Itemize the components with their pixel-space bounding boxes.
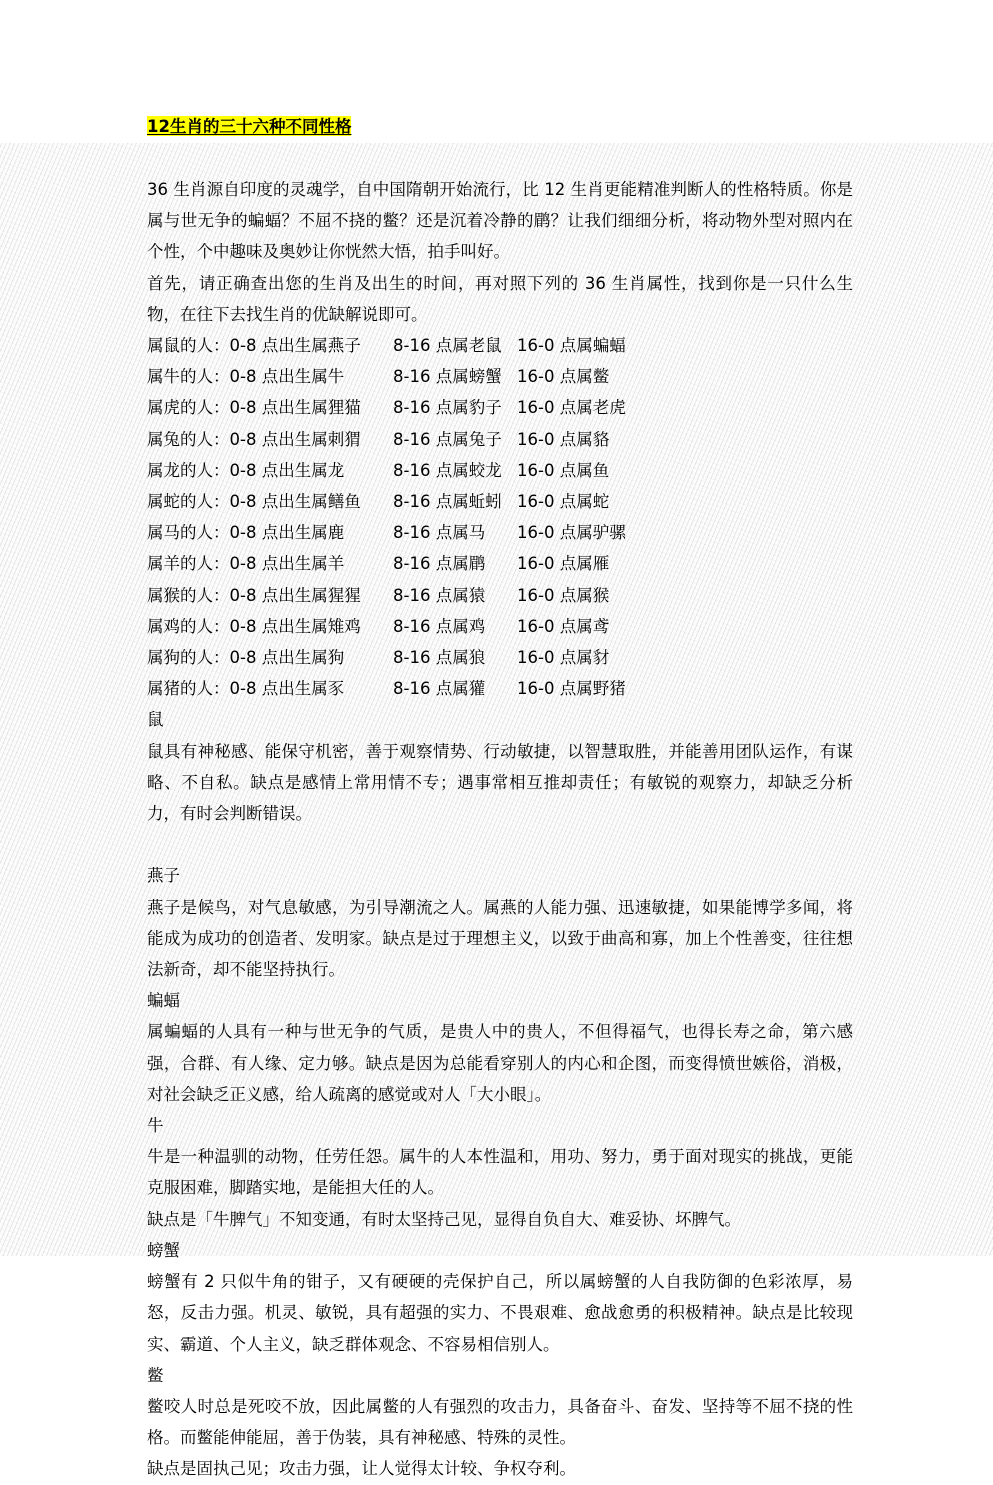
section-paragraph: 燕子是候鸟，对气息敏感，为引导潮流之人。属燕的人能力强、迅速敏捷，如果能博学多闻，将能成为成功的创造者、发明家。缺点是过于理想主义，以致于曲高和寡，加上个性善变，往往想法新奇，却不能坚持执行。 bbox=[147, 897, 853, 980]
table-row bbox=[147, 642, 626, 673]
zodiac-cell-mid: 8-16 点属猿 bbox=[393, 585, 486, 605]
zodiac-cell-mid: 8-16 点属螃蟹 bbox=[393, 367, 502, 387]
table-row bbox=[147, 548, 626, 579]
zodiac-cell-sign: 属猪的人：0-8 点出生属豕 bbox=[147, 679, 345, 699]
page-title-text: 生肖的三十六种不同性格 bbox=[169, 117, 352, 136]
section-heading: 牛 bbox=[147, 1116, 164, 1136]
zodiac-cell-mid: 8-16 点属蛟龙 bbox=[393, 460, 502, 480]
zodiac-cell-sign: 属虎的人：0-8 点出生属狸猫 bbox=[147, 398, 361, 418]
blank-line bbox=[147, 829, 853, 860]
table-row bbox=[147, 517, 626, 548]
page-title bbox=[147, 114, 351, 140]
table-row bbox=[147, 361, 626, 392]
zodiac-cell-late: 16-0 点属鳖 bbox=[517, 367, 610, 387]
table-row bbox=[147, 611, 626, 642]
zodiac-cell-late: 16-0 点属豺 bbox=[517, 648, 610, 668]
zodiac-cell-sign: 属蛇的人：0-8 点出生属鳝鱼 bbox=[147, 492, 361, 512]
zodiac-cell-late: 16-0 点属貉 bbox=[517, 429, 610, 449]
section-paragraph: 牛是一种温驯的动物，任劳任怨。属牛的人本性温和，用功、努力，勇于面对现实的挑战，更能克服困难，脚踏实地，是能担大任的人。 bbox=[147, 1147, 853, 1198]
table-row bbox=[147, 424, 626, 455]
zodiac-cell-late: 16-0 点属驴骡 bbox=[517, 523, 626, 543]
zodiac-cell-sign: 属狗的人：0-8 点出生属狗 bbox=[147, 648, 345, 668]
section-heading: 螃蟹 bbox=[147, 1240, 180, 1260]
table-row bbox=[147, 580, 626, 611]
zodiac-cell-late: 16-0 点属蛇 bbox=[517, 492, 610, 512]
zodiac-cell-mid: 8-16 点属豹子 bbox=[393, 398, 502, 418]
section-paragraph: 螃蟹有 2 只似牛角的钳子，又有硬硬的壳保护自己，所以属螃蟹的人自我防御的色彩浓厚，易怒，反击力强。机灵、敏锐，具有超强的实力、不畏艰难、愈战愈勇的积极精神。缺点是比较现实、霸道、个人主义，缺乏群体观念、不容易相信别人。 bbox=[147, 1272, 853, 1354]
section-heading: 鳖 bbox=[147, 1365, 164, 1385]
table-row bbox=[147, 455, 626, 486]
section-paragraph: 缺点是固执己见；攻击力强，让人觉得太计较、争权夺利。 bbox=[147, 1459, 576, 1479]
zodiac-cell-late: 16-0 点属老虎 bbox=[517, 398, 626, 418]
table-row bbox=[147, 392, 626, 423]
zodiac-cell-late: 16-0 点属野猪 bbox=[517, 679, 626, 699]
section-paragraph: 缺点是「牛脾气」不知变通，有时太坚持己见，显得自负自大、难妥协、坏脾气。 bbox=[147, 1209, 741, 1229]
zodiac-cell-sign: 属马的人：0-8 点出生属鹿 bbox=[147, 523, 345, 543]
section-paragraph: 属蝙蝠的人具有一种与世无争的气质，是贵人中的贵人，不但得福气，也得长寿之命，第六感强，合群、有人缘、定力够。缺点是因为总能看穿别人的内心和企图，而变得愤世嫉俗，消极，对社会缺乏正义感，给人疏离的感觉或对人「大小眼」。 bbox=[147, 1022, 853, 1104]
zodiac-cell-mid: 8-16 点属兔子 bbox=[393, 429, 502, 449]
zodiac-cell-mid: 8-16 点属獾 bbox=[393, 679, 486, 699]
zodiac-cell-sign: 属龙的人：0-8 点出生属龙 bbox=[147, 460, 345, 480]
document-body bbox=[147, 174, 853, 1485]
zodiac-cell-late: 16-0 点属猴 bbox=[517, 585, 610, 605]
zodiac-cell-mid: 8-16 点属狼 bbox=[393, 648, 486, 668]
zodiac-cell-mid: 8-16 点属马 bbox=[393, 523, 486, 543]
zodiac-cell-sign: 属羊的人：0-8 点出生属羊 bbox=[147, 554, 345, 574]
zodiac-cell-mid: 8-16 点属鹛 bbox=[393, 554, 486, 574]
zodiac-cell-sign: 属鸡的人：0-8 点出生属雉鸡 bbox=[147, 616, 361, 636]
zodiac-table-body bbox=[147, 330, 626, 704]
zodiac-hour-table bbox=[147, 330, 626, 704]
zodiac-cell-sign: 属鼠的人：0-8 点出生属燕子 bbox=[147, 336, 361, 356]
zodiac-cell-late: 16-0 点属雁 bbox=[517, 554, 610, 574]
zodiac-cell-late: 16-0 点属蝙蝠 bbox=[517, 336, 626, 356]
zodiac-cell-sign: 属牛的人：0-8 点出生属牛 bbox=[147, 367, 345, 387]
zodiac-cell-mid: 8-16 点属蚯蚓 bbox=[393, 492, 502, 512]
page-title-number: 12 bbox=[147, 117, 170, 136]
table-row bbox=[147, 330, 626, 361]
zodiac-cell-late: 16-0 点属鸢 bbox=[517, 616, 610, 636]
zodiac-cell-late: 16-0 点属鱼 bbox=[517, 460, 610, 480]
section-paragraph: 鼠具有神秘感、能保守机密，善于观察情势、行动敏捷，以智慧取胜，并能善用团队运作，有谋略、不自私。缺点是感情上常用情不专；遇事常相互推却责任；有敏锐的观察力，却缺乏分析力，有时会判断错误。 bbox=[147, 741, 853, 824]
section-paragraph: 鳖咬人时总是死咬不放，因此属鳖的人有强烈的攻击力，具备奋斗、奋发、坚持等不屈不挠的性格。而鳖能伸能屈，善于伪装，具有神秘感、特殊的灵性。 bbox=[147, 1396, 853, 1448]
section-heading: 燕子 bbox=[147, 866, 180, 886]
zodiac-cell-mid: 8-16 点属鸡 bbox=[393, 616, 486, 636]
zodiac-cell-mid: 8-16 点属老鼠 bbox=[393, 336, 502, 356]
intro-paragraph: 首先，请正确查出您的生肖及出生的时间，再对照下列的 36 生肖属性，找到你是一只什么生物，在往下去找生肖的优缺解说即可。 bbox=[147, 273, 853, 324]
intro-paragraphs bbox=[147, 174, 853, 330]
section-heading: 蝙蝠 bbox=[147, 991, 180, 1011]
table-row bbox=[147, 673, 626, 704]
zodiac-cell-sign: 属猴的人：0-8 点出生属猩猩 bbox=[147, 585, 361, 605]
table-row bbox=[147, 486, 626, 517]
zodiac-description-sections bbox=[147, 704, 853, 1484]
section-heading: 鼠 bbox=[147, 710, 164, 730]
intro-paragraph: 36 生肖源自印度的灵魂学，自中国隋朝开始流行，比 12 生肖更能精准判断人的性格特质。你是属与世无争的蝙蝠？不屈不挠的鳖？还是沉着冷静的鹛？让我们细细分析，将动物外型对照内在个性，个中趣味及奥妙让你恍然大悟，拍手叫好。 bbox=[147, 180, 853, 262]
zodiac-cell-sign: 属兔的人：0-8 点出生属刺猬 bbox=[147, 429, 361, 449]
